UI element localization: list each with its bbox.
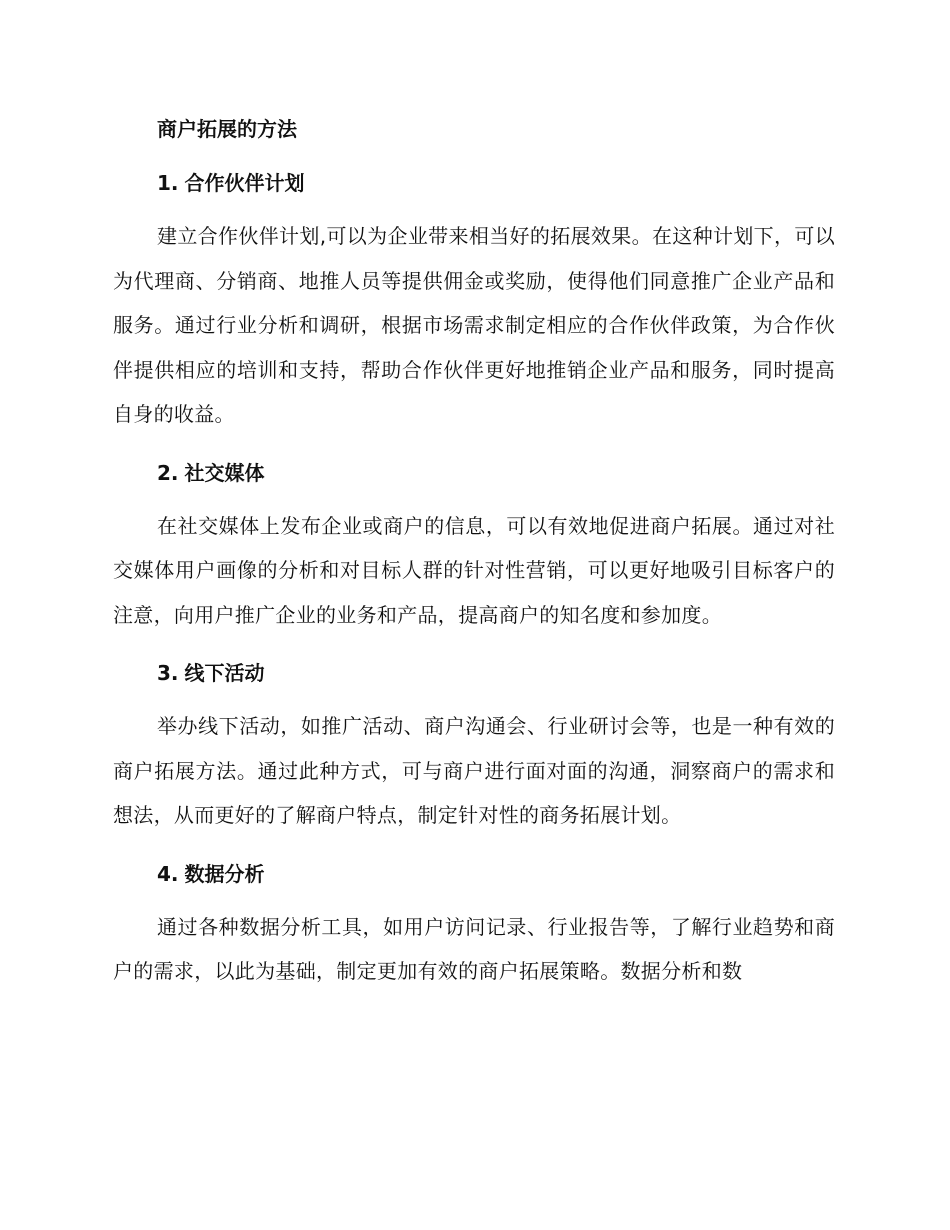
section-heading [113, 452, 835, 494]
section-offline-events [113, 652, 835, 838]
section-heading [113, 162, 835, 204]
section-partner-program [113, 162, 835, 437]
section-title: 合作伙伴计划 [184, 171, 305, 195]
section-social-media [113, 452, 835, 638]
section-paragraph: 在社交媒体上发布企业或商户的信息，可以有效地促进商户拓展。通过对社交媒体用户画像的分析和对目标人群的针对性营销，可以更好地吸引目标客户的注意，向用户推广企业的业务和产品，提高商户的知名度和参加度。 [113, 513, 835, 627]
section-paragraph: 举办线下活动，如推广活动、商户沟通会、行业研讨会等，也是一种有效的商户拓展方法。通过此种方式，可与商户进行面对面的沟通，洞察商户的需求和想法，从而更好的了解商户特点，制定针对性的商务拓展计划。 [113, 714, 835, 827]
section-heading [113, 652, 835, 694]
section-number: 2. [157, 460, 179, 485]
section-data-analysis [113, 853, 835, 994]
section-paragraph: 通过各种数据分析工具，如用户访问记录、行业报告等，了解行业趋势和商户的需求，以此为基础，制定更加有效的商户拓展策略。数据分析和数 [113, 914, 835, 983]
section-paragraph: 建立合作伙伴计划,可以为企业带来相当好的拓展效果。在这种计划下，可以为代理商、分销商、地推人员等提供佣金或奖励，使得他们同意推广企业产品和服务。通过行业分析和调研，根据市场需求制定相应的合作伙伴政策，为合作伙伴提供相应的培训和支持，帮助合作伙伴更好地推销企业产品和服务，同时提高自身的收益。 [113, 224, 835, 426]
section-number: 1. [157, 171, 179, 195]
document-content [113, 108, 835, 1009]
section-number: 4. [157, 861, 179, 886]
section-title: 社交媒体 [184, 460, 265, 485]
section-title: 数据分析 [184, 861, 265, 886]
section-number: 3. [157, 661, 179, 685]
section-heading [113, 853, 835, 895]
section-title: 线下活动 [184, 661, 265, 685]
document-title: 商户拓展的方法 [157, 117, 297, 141]
